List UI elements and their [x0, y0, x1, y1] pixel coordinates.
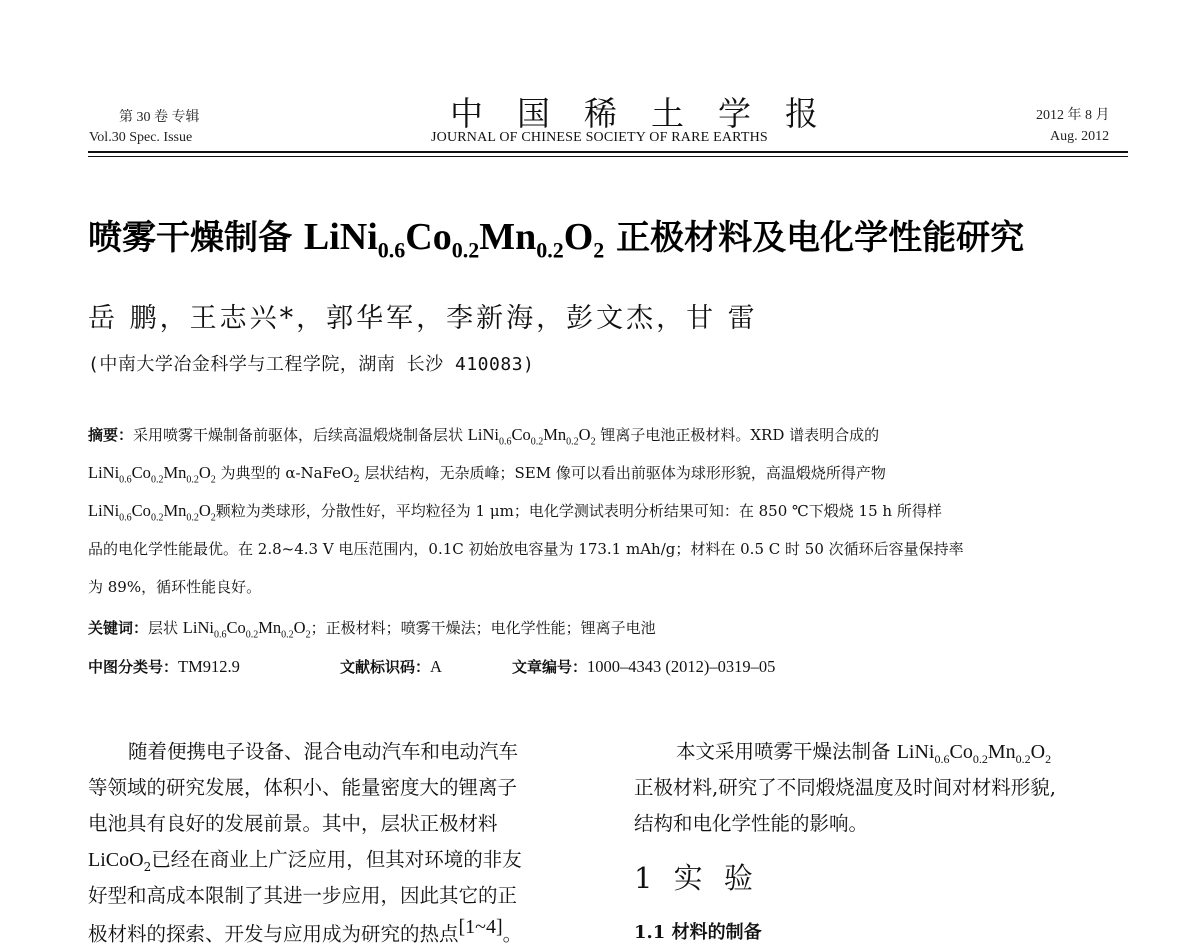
- abstract-line-2: $LiNi_{0.6}Co_{0.2}Mn_{0.2}O_2$ 为典型的 α-NaFeO$_2$ 层状结构，无杂质峰；SEM 像可以看出前驱体为球形形貌，高温煅烧所得产物: [88, 463, 886, 486]
- left-col-line-2: 等领域的研究发展，体积小、能量密度大的锂离子: [88, 776, 518, 799]
- volume-cn: 第 30 卷 专辑: [119, 110, 200, 125]
- document-code: 文献标识码：A: [340, 657, 442, 676]
- abstract-line-3: $LiNi_{0.6}Co_{0.2}Mn_{0.2}O_2$颗粒为类球形，分散性好，平均粒径为 1 μm；电化学测试表明分析结果可知：在 850 ℃下煅烧 15 h 所得样: [88, 501, 942, 524]
- volume-en: Vol.30 Spec. Issue: [89, 130, 193, 145]
- left-col-line-4: LiCoO$_2$已经在商业上广泛应用，但其对环境的非友: [88, 848, 522, 874]
- affiliation: (中南大学冶金科学与工程学院，湖南 长沙 410083): [88, 354, 535, 375]
- journal-title-en: JOURNAL OF CHINESE SOCIETY OF RARE EARTHS: [431, 130, 768, 145]
- right-col-line-1: 本文采用喷雾干燥法制备 $LiNi_{0.6}Co_{0.2}Mn_{0.2}O_2$: [676, 740, 1052, 766]
- subsection-heading-1-1: 1.1 材料的制备: [634, 922, 762, 943]
- header-rule-thick: [88, 151, 1128, 153]
- right-col-line-2: 正极材料,研究了不同煅烧温度及时间对材料形貌,: [634, 776, 1056, 799]
- right-col-line-3: 结构和电化学性能的影响。: [634, 812, 869, 835]
- paper-title: 喷雾干燥制备 $LiNi_{0.6}Co_{0.2}Mn_{0.2}O_2$ 正极材料及电化学性能研究: [88, 216, 1025, 263]
- author-list: 岳 鹏，王志兴*，郭华军，李新海，彭文杰，甘 雷: [88, 303, 758, 334]
- left-col-line-5: 好型和高成本限制了其进一步应用，因此其它的正: [88, 884, 518, 907]
- left-col-line-6: 极材料的探索、开发与应用成为研究的热点[1~4]。: [88, 916, 523, 946]
- journal-title-cn: 中国稀土学报: [450, 94, 852, 133]
- article-number: 文章编号：1000–4343 (2012)–0319–05: [512, 657, 776, 676]
- clc-number: 中图分类号：TM912.9: [88, 657, 240, 676]
- abstract-label: 摘要：: [88, 426, 134, 444]
- left-col-line-1: 随着便携电子设备、混合电动汽车和电动汽车: [128, 740, 519, 763]
- issue-date-en: Aug. 2012: [1050, 129, 1110, 144]
- left-col-line-3: 电池具有良好的发展前景。其中，层状正极材料: [88, 812, 498, 835]
- keywords: 关键词：层状 $LiNi_{0.6}Co_{0.2}Mn_{0.2}O_2$；正极材料；喷雾干燥法；电化学性能；锂离子电池: [88, 618, 656, 641]
- citation: [1~4]: [458, 916, 503, 938]
- header-rule-thin: [88, 156, 1128, 157]
- abstract-line-4: 品的电化学性能最优。在 2.8~4.3 V 电压范围内，0.1C 初始放电容量为 173.1 mAh/g；材料在 0.5 C 时 50 次循环后容量保持率: [88, 540, 964, 558]
- issue-date-cn: 2012 年 8 月: [1036, 108, 1110, 123]
- keywords-label: 关键词：: [88, 619, 149, 637]
- abstract-line-1: 摘要：采用喷雾干燥制备前驱体，后续高温煅烧制备层状 $LiNi_{0.6}Co_{0.2}Mn_{0.2}O_2$ 锂离子电池正极材料。XRD 谱表明合成的: [88, 425, 880, 448]
- abstract-line-5: 为 89%，循环性能良好。: [88, 578, 262, 596]
- section-heading-1: 1 实 验: [634, 861, 759, 895]
